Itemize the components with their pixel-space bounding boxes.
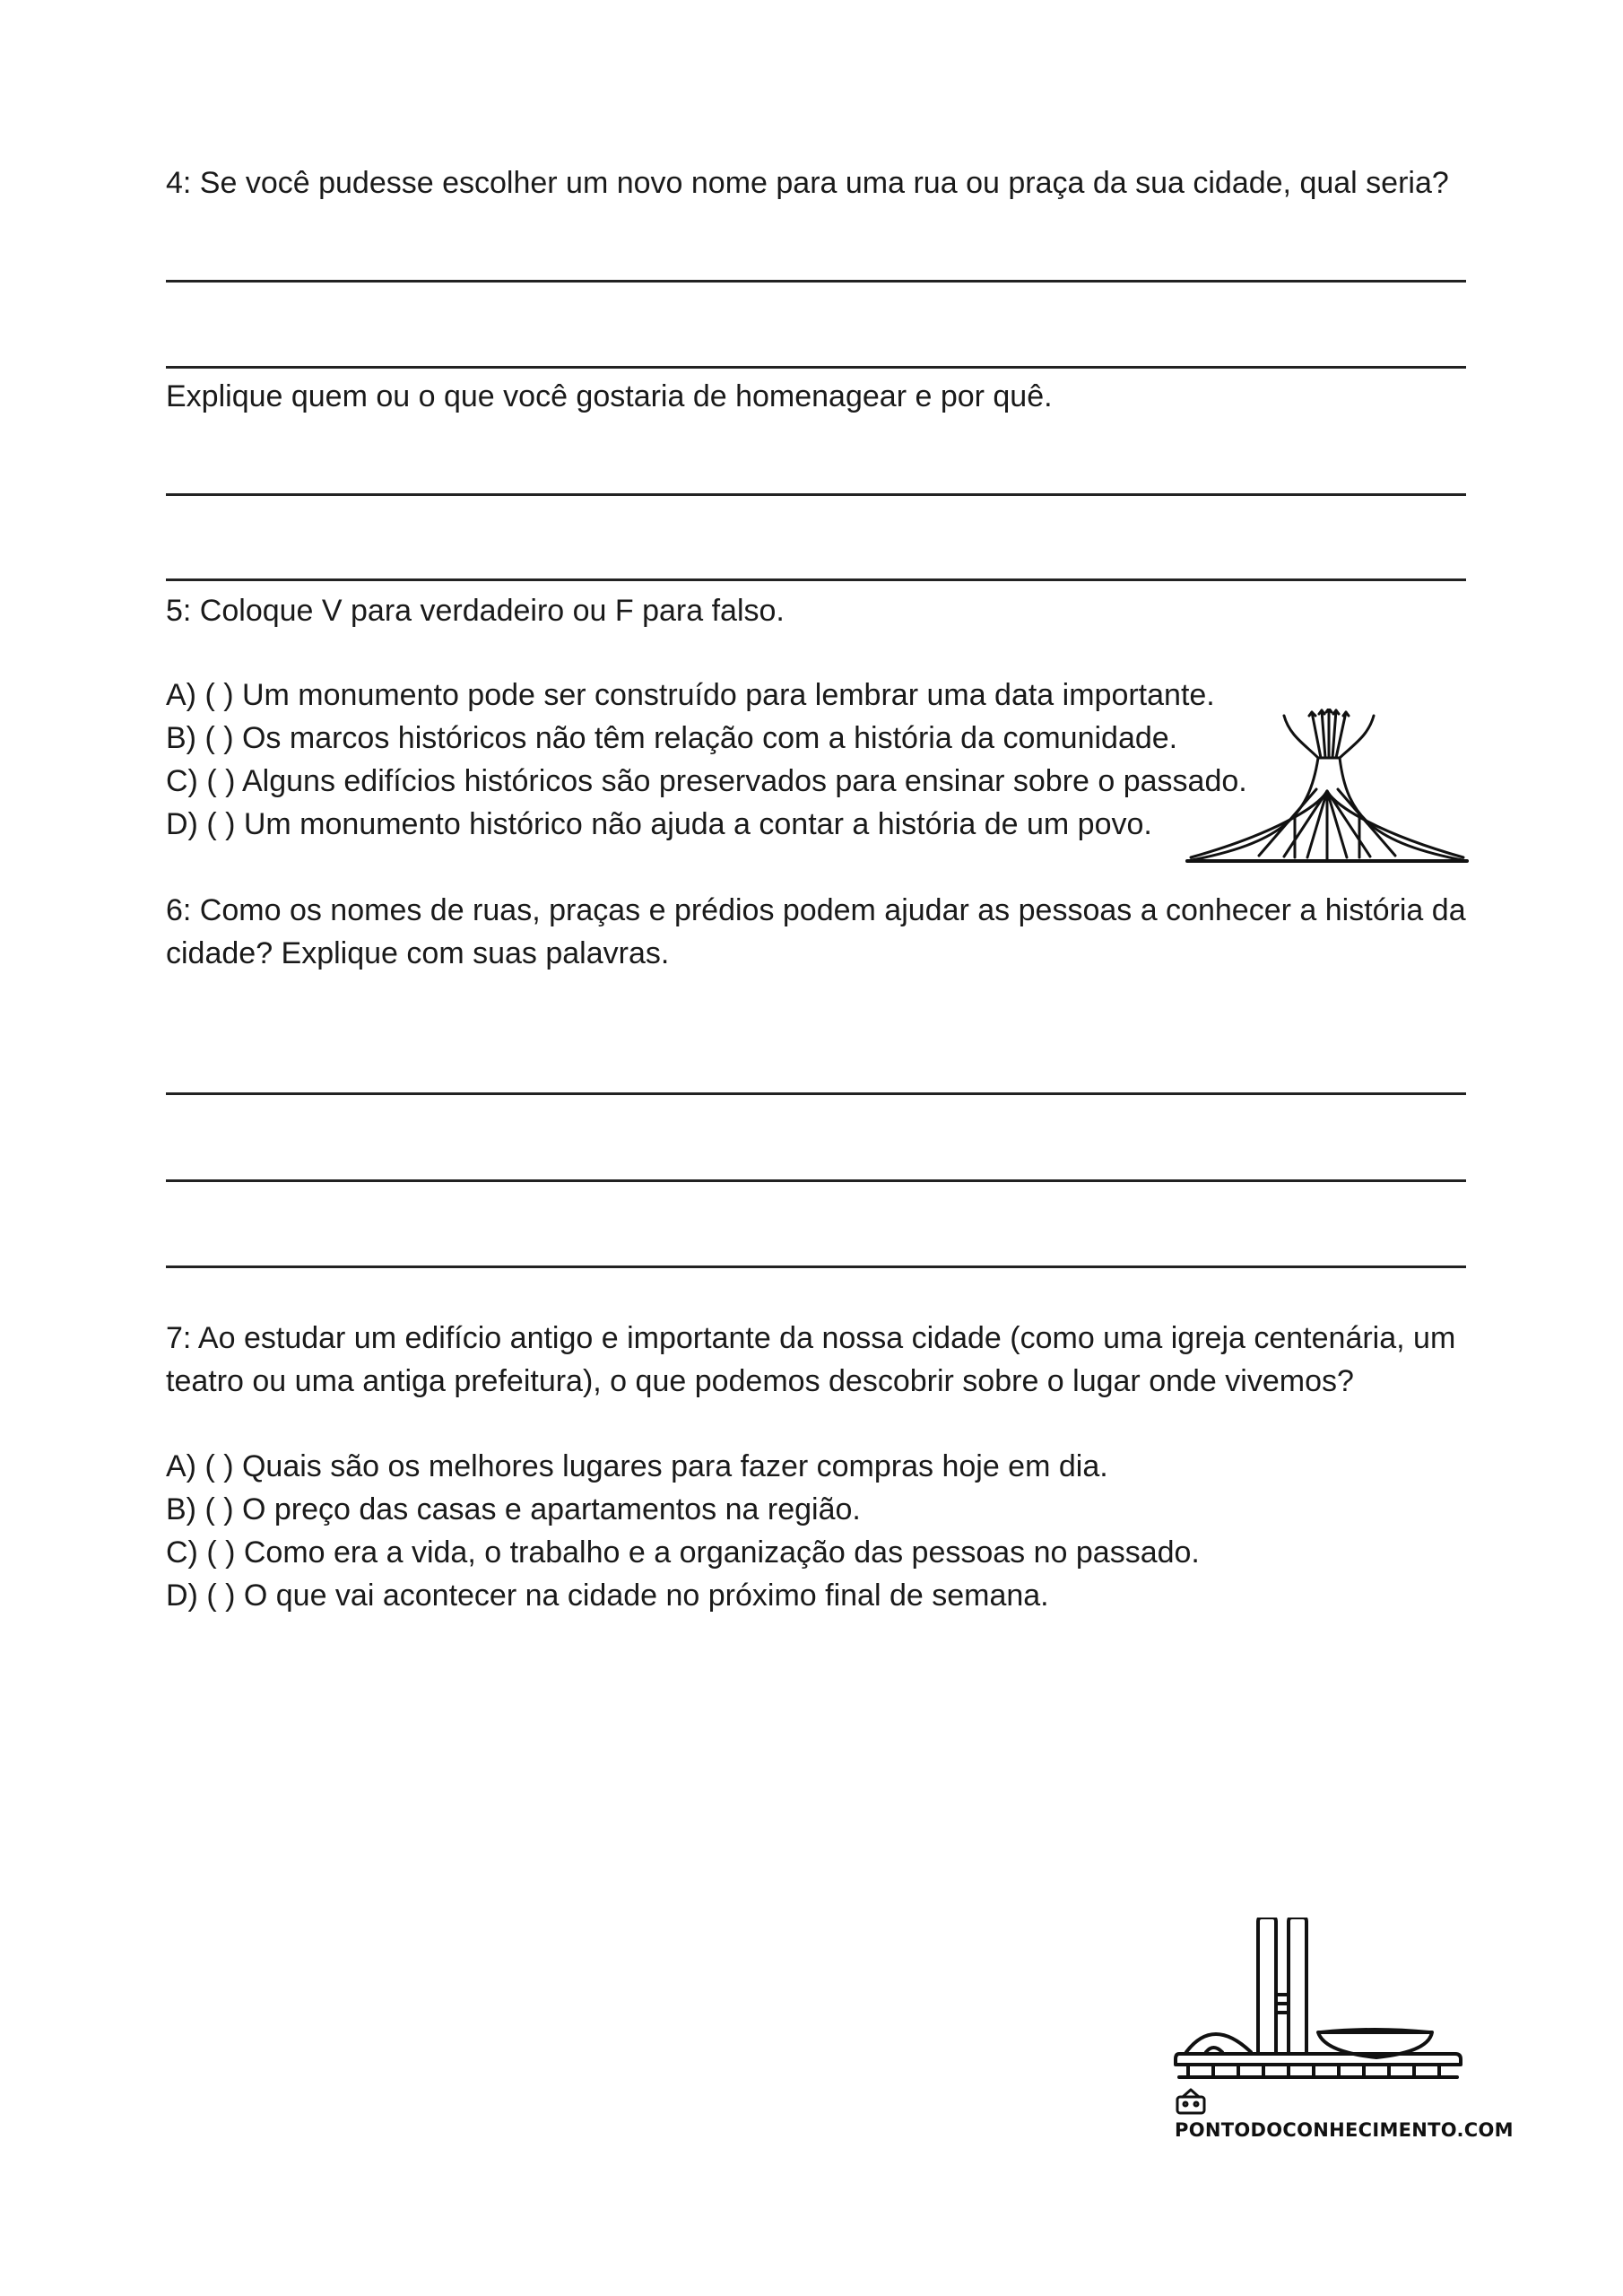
site-logo-text[interactable]: PONTODOCONHECIMENTO.COM: [1175, 2119, 1514, 2141]
q7-option-b[interactable]: B) ( ) O preço das casas e apartamentos na região.: [166, 1492, 861, 1526]
question-5-text: 5: Coloque V para verdadeiro ou F para falso.: [166, 594, 785, 628]
q7-option-c[interactable]: C) ( ) Como era a vida, o trabalho e a organização das pessoas no passado.: [166, 1535, 1200, 1570]
q5-option-a[interactable]: A) ( ) Um monumento pode ser construído para lembrar uma data importante.: [166, 678, 1215, 712]
question-7-options: [166, 1445, 1200, 1617]
answer-line-q4-2[interactable]: [166, 366, 1466, 369]
answer-line-q4-3[interactable]: [166, 493, 1466, 496]
answer-line-q6-1[interactable]: [166, 1092, 1466, 1095]
answer-line-q6-3[interactable]: [166, 1265, 1466, 1268]
answer-line-q4-1[interactable]: [166, 280, 1466, 283]
question-4-followup: Explique quem ou o que você gostaria de homenagear e por quê.: [166, 379, 1053, 413]
question-4-text: 4: Se você pudesse escolher um novo nome para uma rua ou praça da sua cidade, qual seria?: [166, 166, 1449, 200]
question-6-text: 6: Como os nomes de ruas, praças e prédios podem ajudar as pessoas a conhecer a história da cidade? Explique com suas palavras.: [166, 893, 1466, 970]
q5-option-d[interactable]: D) ( ) Um monumento histórico não ajuda a contar a história de um povo.: [166, 807, 1152, 841]
q5-option-b[interactable]: B) ( ) Os marcos históricos não têm relação com a história da comunidade.: [166, 721, 1178, 755]
cathedral-illustration: [1184, 709, 1471, 865]
question-5-options: [166, 674, 1247, 846]
question-7-text: 7: Ao estudar um edifício antigo e importante da nossa cidade (como uma igreja centenária, um teatro ou uma antiga prefeitura), o que podemos descobrir sobre o lugar onde vivemos?: [166, 1321, 1456, 1398]
congress-illustration: [1170, 1918, 1466, 2115]
answer-line-q6-2[interactable]: [166, 1179, 1466, 1182]
answer-line-q4-4[interactable]: [166, 578, 1466, 581]
q7-option-a[interactable]: A) ( ) Quais são os melhores lugares para fazer compras hoje em dia.: [166, 1449, 1108, 1483]
q7-option-d[interactable]: D) ( ) O que vai acontecer na cidade no próximo final de semana.: [166, 1578, 1049, 1613]
q5-option-c[interactable]: C) ( ) Alguns edifícios históricos são preservados para ensinar sobre o passado.: [166, 764, 1247, 798]
